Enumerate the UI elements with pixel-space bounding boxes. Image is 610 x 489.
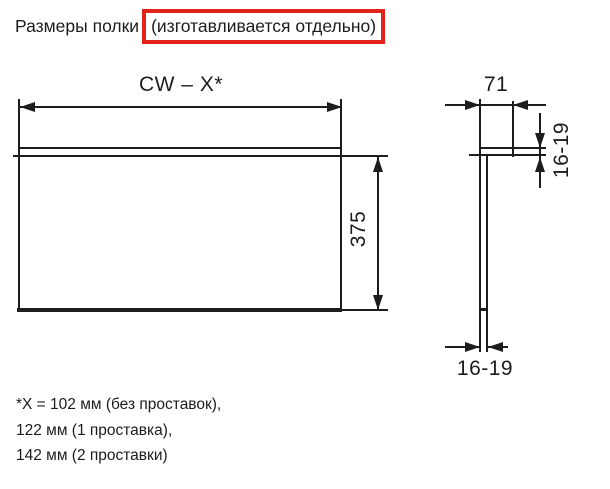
front-width-dimension-line [20,106,342,108]
page-title [15,9,385,44]
arrow-left-icon [20,102,35,112]
footnote-line-2: 122 мм (1 проставка), [16,421,173,439]
footnote-line-3: 142 мм (2 проставки) [16,447,168,464]
title-highlight-box [142,9,385,44]
footnote-line-1: *X = 102 мм (без проставок), [16,396,222,413]
front-shelf-surface-line [13,155,388,157]
front-height-dimension-line [377,157,379,310]
side-panel-left-edge [479,99,481,352]
arrow-down-icon [373,295,383,310]
arrow-down-icon [535,133,545,148]
arrow-up-icon [373,157,383,172]
arrow-up-icon [535,157,545,172]
side-thickness-dimension-line [539,113,541,188]
title-highlight-text: (изготавливается отдельно) [151,16,377,36]
side-depth-dimension-label: 71 [483,73,509,96]
side-panel-right-edge [486,154,488,352]
front-height-dimension-label: 375 [347,210,370,248]
title-prefix: Размеры полки [15,16,140,36]
front-shelf-top-edge [18,147,342,149]
arrow-right-icon [465,100,480,110]
side-panel-bottom-cap [479,308,488,311]
side-flange-bottom-line [469,154,546,156]
front-shelf-left-edge [18,99,20,311]
arrow-left-icon [488,342,503,352]
arrow-right-icon [465,342,480,352]
side-depth-dimension-line [445,104,546,106]
side-thickness-dimension-label: 16-19 [550,121,573,179]
side-panel-dimension-label: 16-19 [456,357,514,380]
front-width-dimension-label: CW – X* [138,73,223,96]
arrow-left-icon [513,100,528,110]
footnote [16,392,221,469]
front-shelf-right-edge [340,99,342,311]
front-shelf-bottom-edge [17,308,342,312]
